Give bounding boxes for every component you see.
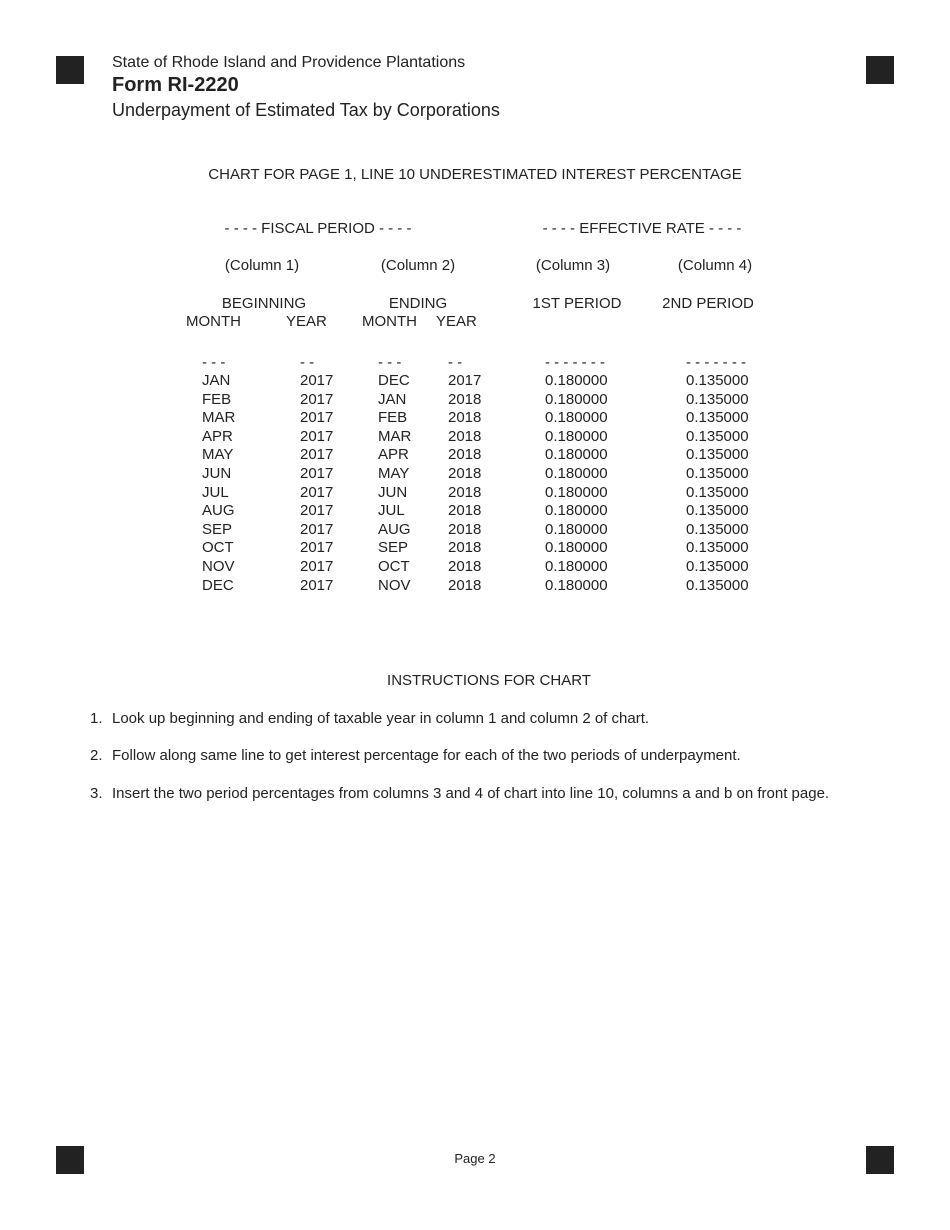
rate-first-period: 0.180000: [545, 372, 608, 389]
dash-begin-month: - - -: [202, 354, 226, 371]
begin-month: AUG: [202, 502, 235, 520]
instruction-item: [90, 710, 649, 727]
table-row: [0, 428, 950, 447]
begin-month: OCT: [202, 539, 234, 557]
fiscal-period-header: - - - - FISCAL PERIOD - - - -: [224, 220, 412, 237]
effective-rate-header: - - - - EFFECTIVE RATE - - - -: [542, 220, 742, 237]
table-row: [0, 577, 950, 596]
end-year: 2017: [448, 372, 482, 389]
dash-end-month: - - -: [378, 354, 402, 371]
table-row: [0, 391, 950, 410]
rate-table: [0, 372, 950, 595]
rate-first-period: 0.180000: [545, 464, 608, 482]
begin-year: 2017: [300, 390, 334, 408]
instruction-text: Insert the two period percentages from columns 3 and 4 of chart into line 10, columns a and b on front page.: [112, 785, 830, 802]
begin-month: NOV: [202, 557, 235, 575]
end-month: SEP: [378, 539, 409, 557]
column-2-label: (Column 2): [380, 257, 456, 274]
registration-mark-top-right: [866, 56, 894, 84]
rate-second-period: 0.135000: [686, 409, 749, 427]
rate-second-period: 0.135000: [686, 502, 749, 520]
instruction-number: 2.: [90, 747, 103, 764]
instruction-item: [90, 747, 741, 764]
begin-month: FEB: [202, 390, 232, 408]
table-row: [0, 521, 950, 540]
begin-month: MAR: [202, 409, 236, 427]
page-number: Page 2: [454, 1151, 496, 1166]
form-title: Underpayment of Estimated Tax by Corporations: [112, 100, 500, 120]
end-month: OCT: [378, 557, 410, 575]
registration-mark-top-left: [56, 56, 84, 84]
rate-second-period: 0.135000: [686, 427, 749, 445]
begin-month: MAY: [202, 446, 234, 464]
table-row: [0, 409, 950, 428]
end-year: 2018: [448, 390, 482, 408]
begin-year: 2017: [300, 502, 334, 520]
end-year: 2018: [448, 409, 482, 427]
column-3-label: (Column 3): [535, 257, 611, 274]
begin-year: 2017: [300, 483, 334, 501]
end-month: JUN: [378, 483, 408, 501]
rate-second-period: 0.135000: [686, 483, 749, 501]
table-row: [0, 502, 950, 521]
table-row: [0, 465, 950, 484]
dash-rate-2: - - - - - - -: [686, 354, 746, 371]
begin-year: 2017: [300, 427, 334, 445]
end-month: FEB: [378, 409, 408, 427]
rate-first-period: 0.180000: [545, 409, 608, 427]
instruction-number: 1.: [90, 710, 103, 727]
begin-month: JUN: [202, 464, 232, 482]
rate-second-period: 0.135000: [686, 390, 749, 408]
end-year: 2018: [448, 427, 482, 445]
rate-second-period: 0.135000: [686, 520, 749, 538]
instruction-number: 3.: [90, 785, 103, 802]
begin-year: 2017: [300, 446, 334, 464]
rate-second-period: 0.135000: [686, 446, 749, 464]
state-name: State of Rhode Island and Providence Plantations: [112, 54, 466, 71]
end-month: AUG: [378, 520, 411, 538]
table-row: [0, 372, 950, 391]
column-4-label: (Column 4): [677, 257, 753, 274]
rate-first-period: 0.180000: [545, 576, 608, 594]
rate-first-period: 0.180000: [545, 502, 608, 520]
begin-year: 2017: [300, 464, 334, 482]
begin-year: 2017: [300, 576, 334, 594]
table-row: [0, 484, 950, 503]
beginning-header: BEGINNING: [221, 295, 307, 312]
end-year: 2018: [448, 483, 482, 501]
instruction-text: Follow along same line to get interest percentage for each of the two periods of underpayment.: [112, 747, 741, 764]
end-month: MAR: [378, 427, 412, 445]
begin-year-header: YEAR: [286, 313, 327, 330]
dash-begin-year: - -: [300, 354, 315, 371]
rate-first-period: 0.180000: [545, 446, 608, 464]
begin-month: DEC: [202, 576, 234, 594]
rate-first-period: 0.180000: [545, 427, 608, 445]
ending-header: ENDING: [388, 295, 448, 312]
instruction-text: Look up beginning and ending of taxable year in column 1 and column 2 of chart.: [112, 710, 650, 727]
chart-title: CHART FOR PAGE 1, LINE 10 UNDERESTIMATED INTEREST PERCENTAGE: [208, 166, 742, 183]
begin-year: 2017: [300, 539, 334, 557]
end-year-header: YEAR: [436, 313, 477, 330]
end-year: 2018: [448, 464, 482, 482]
end-year: 2018: [448, 557, 482, 575]
table-row: [0, 539, 950, 558]
end-month: DEC: [378, 372, 410, 389]
end-month: JUL: [378, 502, 405, 520]
rate-second-period: 0.135000: [686, 539, 749, 557]
instruction-item: [90, 785, 829, 802]
form-number: Form RI-2220: [112, 74, 239, 96]
end-year: 2018: [448, 539, 482, 557]
end-month-header: MONTH: [362, 313, 417, 330]
rate-second-period: 0.135000: [686, 557, 749, 575]
begin-year: 2017: [300, 520, 334, 538]
rate-second-period: 0.135000: [686, 464, 749, 482]
rate-second-period: 0.135000: [686, 372, 749, 389]
begin-month: JAN: [202, 372, 231, 389]
rate-first-period: 0.180000: [545, 539, 608, 557]
rate-first-period: 0.180000: [545, 557, 608, 575]
table-row: [0, 446, 950, 465]
begin-month-header: MONTH: [186, 313, 241, 330]
second-period-header: 2ND PERIOD: [662, 295, 754, 312]
begin-month: JUL: [202, 483, 229, 501]
begin-month: APR: [202, 427, 233, 445]
end-year: 2018: [448, 446, 482, 464]
end-year: 2018: [448, 520, 482, 538]
begin-month: SEP: [202, 520, 233, 538]
end-year: 2018: [448, 576, 482, 594]
end-year: 2018: [448, 502, 482, 520]
rate-second-period: 0.135000: [686, 576, 749, 594]
rate-first-period: 0.180000: [545, 483, 608, 501]
rate-first-period: 0.180000: [545, 520, 608, 538]
begin-year: 2017: [300, 557, 334, 575]
dash-end-year: - -: [448, 354, 463, 371]
table-row: [0, 558, 950, 577]
begin-year: 2017: [300, 409, 334, 427]
rate-first-period: 0.180000: [545, 390, 608, 408]
dash-rate-1: - - - - - - -: [545, 354, 605, 371]
end-month: NOV: [378, 576, 411, 594]
end-month: MAY: [378, 464, 410, 482]
instructions-title: INSTRUCTIONS FOR CHART: [387, 672, 591, 689]
end-month: APR: [378, 446, 409, 464]
column-1-label: (Column 1): [224, 257, 300, 274]
end-month: JAN: [378, 390, 407, 408]
first-period-header: 1ST PERIOD: [532, 295, 622, 312]
begin-year: 2017: [300, 372, 334, 389]
